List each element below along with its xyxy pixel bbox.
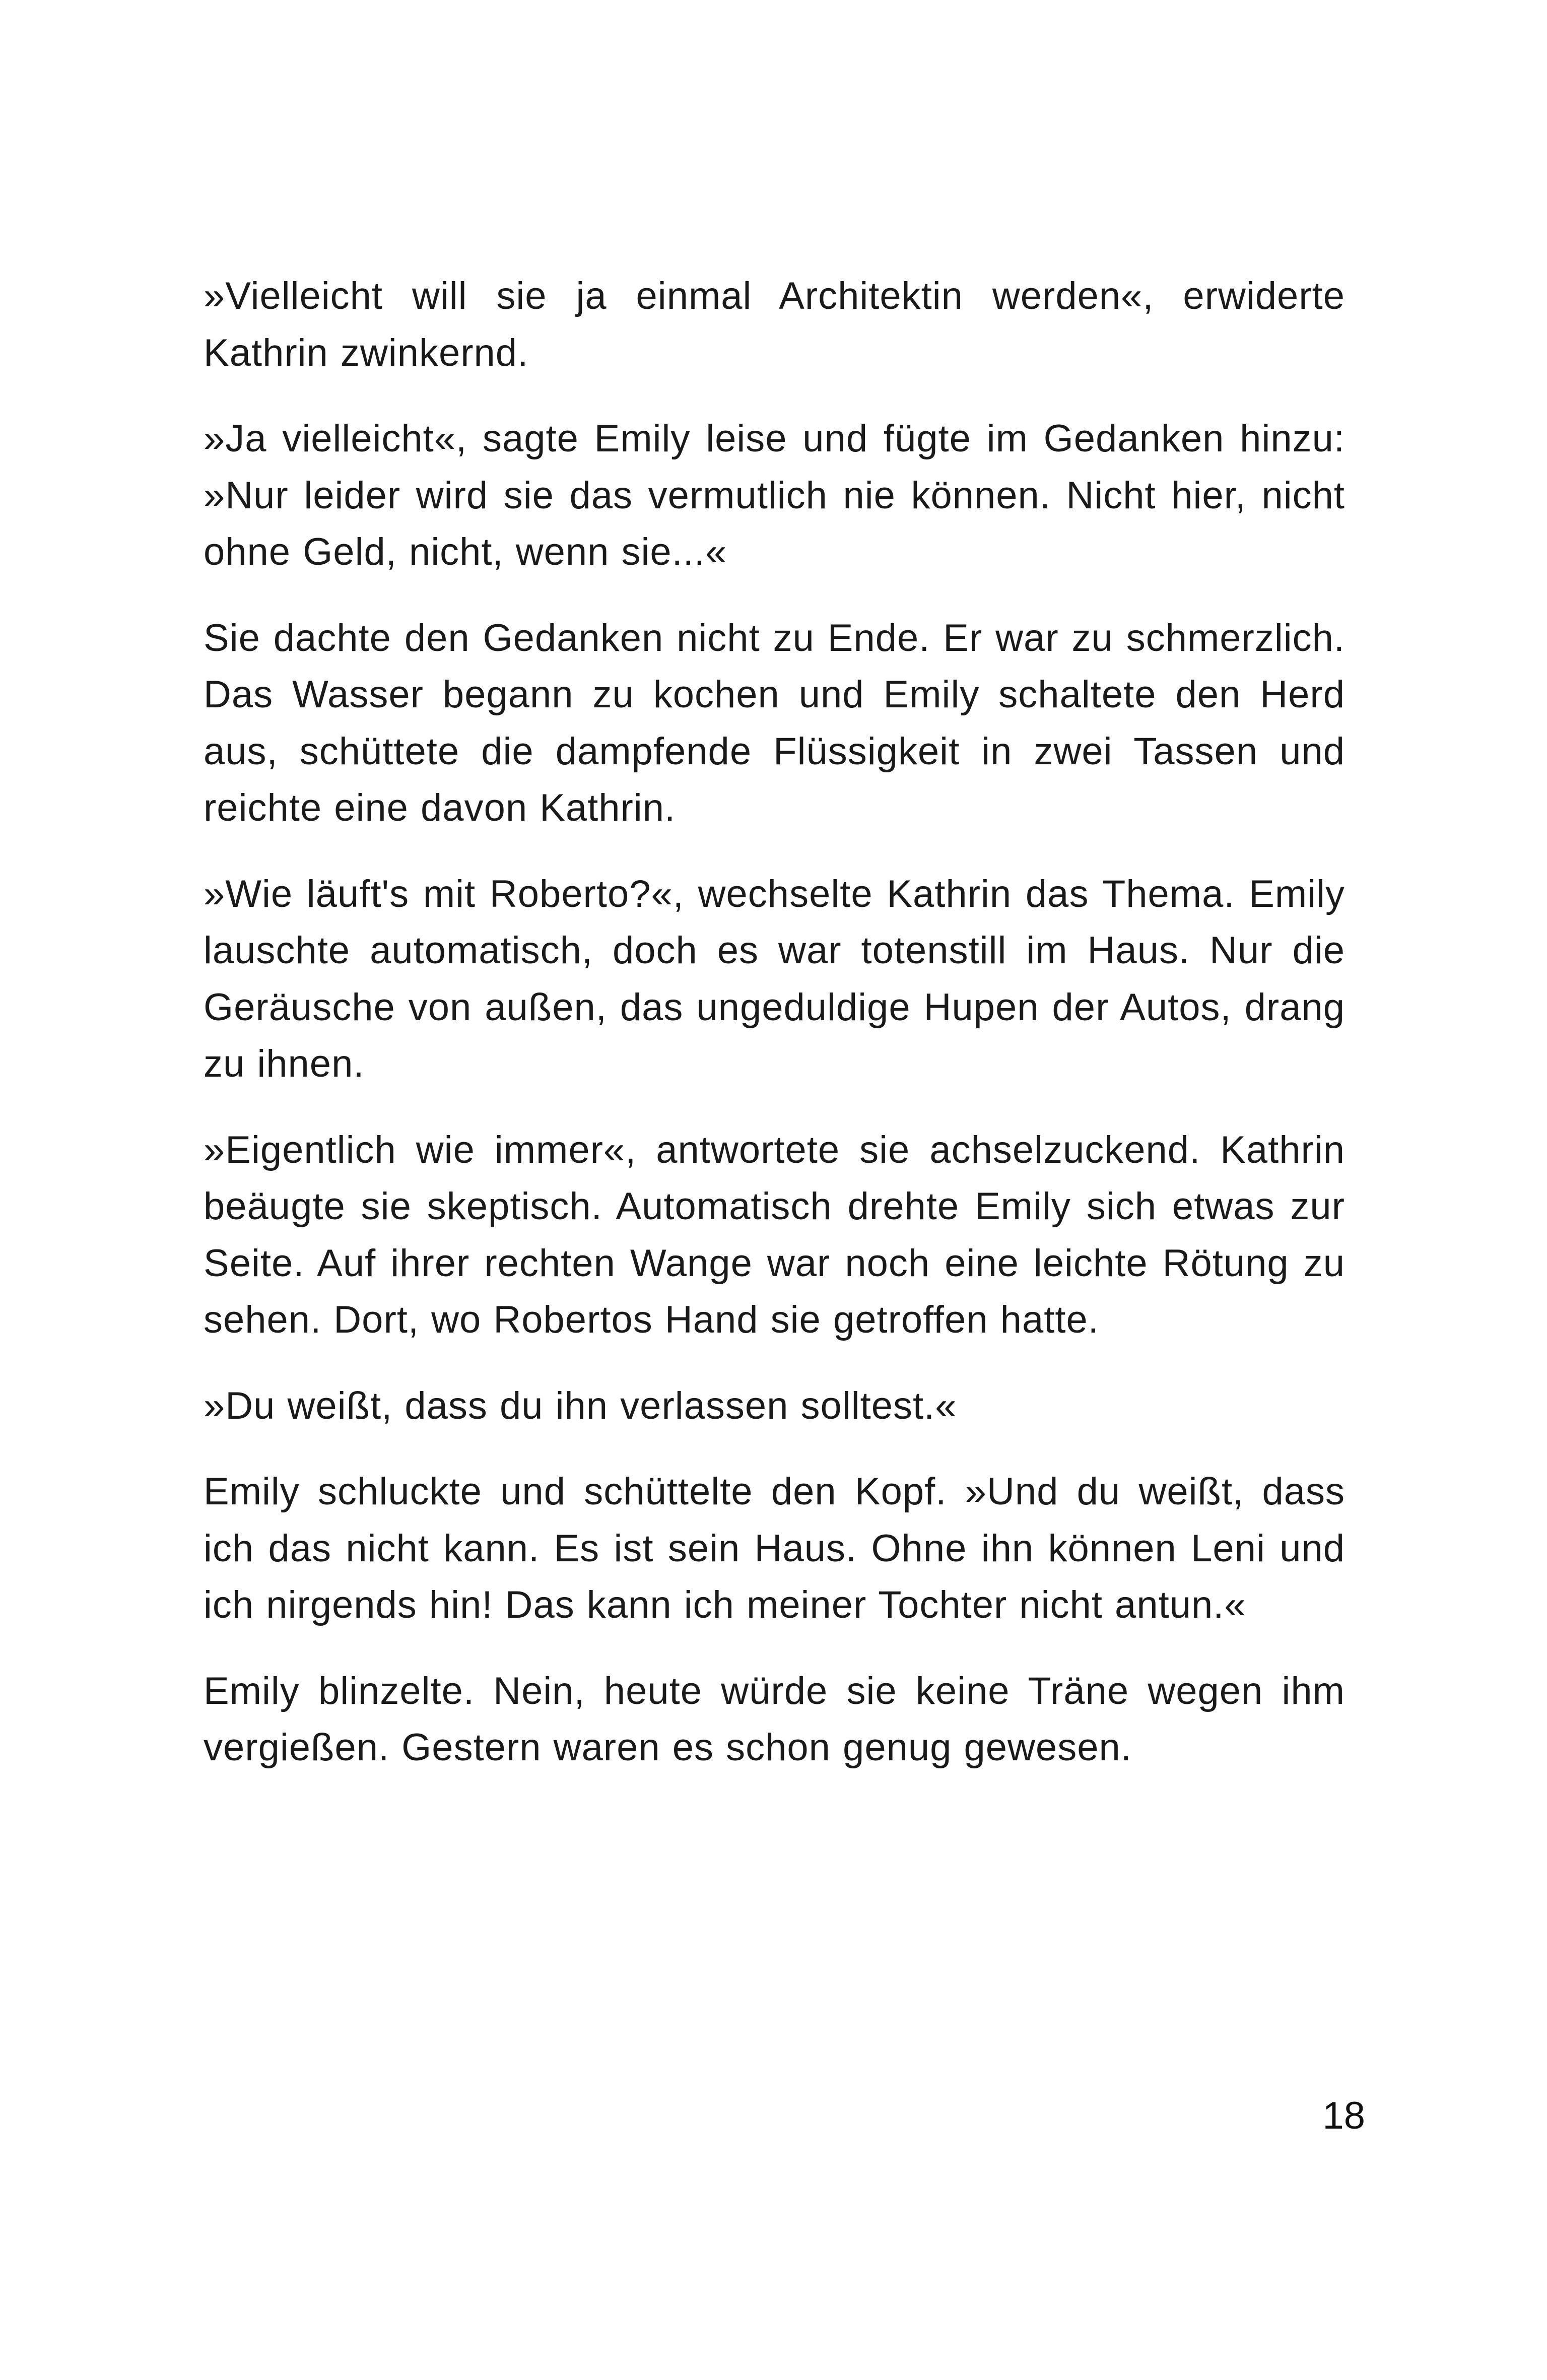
- paragraph-1: »Vielleicht will sie ja einmal Architektin werden«, erwiderte Kathrin zwinkernd.: [204, 275, 1345, 374]
- paragraph-7: Emily schluckte und schüttelte den Kopf. »Und du weißt, dass ich das nicht kann. Es ist sein Haus. Ohne ihn können Leni und ich nirgends hin! Das kann ich meiner Tochter nicht antun.«: [204, 1470, 1345, 1626]
- body-text: [204, 268, 1345, 1806]
- page-number: 18: [1322, 2094, 1365, 2137]
- paragraph-8: Emily blinzelte. Nein, heute würde sie keine Träne wegen ihm vergießen. Gestern waren es schon genug gewesen.: [204, 1669, 1345, 1769]
- paragraph-5: »Eigentlich wie immer«, antwortete sie achselzuckend. Kathrin beäugte sie skeptisch. Automatisch drehte Emily sich etwas zur Seite. Auf ihrer rechten Wange war noch eine leichte Rötung zu sehen. Dort, wo Robertos Hand sie getroffen hatte.: [204, 1128, 1345, 1341]
- paragraph-3: Sie dachte den Gedanken nicht zu Ende. Er war zu schmerzlich. Das Wasser begann zu kochen und Emily schaltete den Herd aus, schüttete die dampfende Flüssigkeit in zwei Tassen und reichte eine davon Kathrin.: [204, 616, 1345, 829]
- paragraph-6: »Du weißt, dass du ihn verlassen solltest.«: [204, 1384, 957, 1427]
- paragraph-4: »Wie läuft's mit Roberto?«, wechselte Kathrin das Thema. Emily lauschte automatisch, doch es war totenstill im Haus. Nur die Geräusche von außen, das ungeduldige Hupen der Autos, drang zu ihnen.: [204, 872, 1345, 1085]
- paragraph-2: »Ja vielleicht«, sagte Emily leise und fügte im Gedanken hinzu: »Nur leider wird sie das vermutlich nie können. Nicht hier, nicht ohne Geld, nicht, wenn sie...«: [204, 417, 1345, 573]
